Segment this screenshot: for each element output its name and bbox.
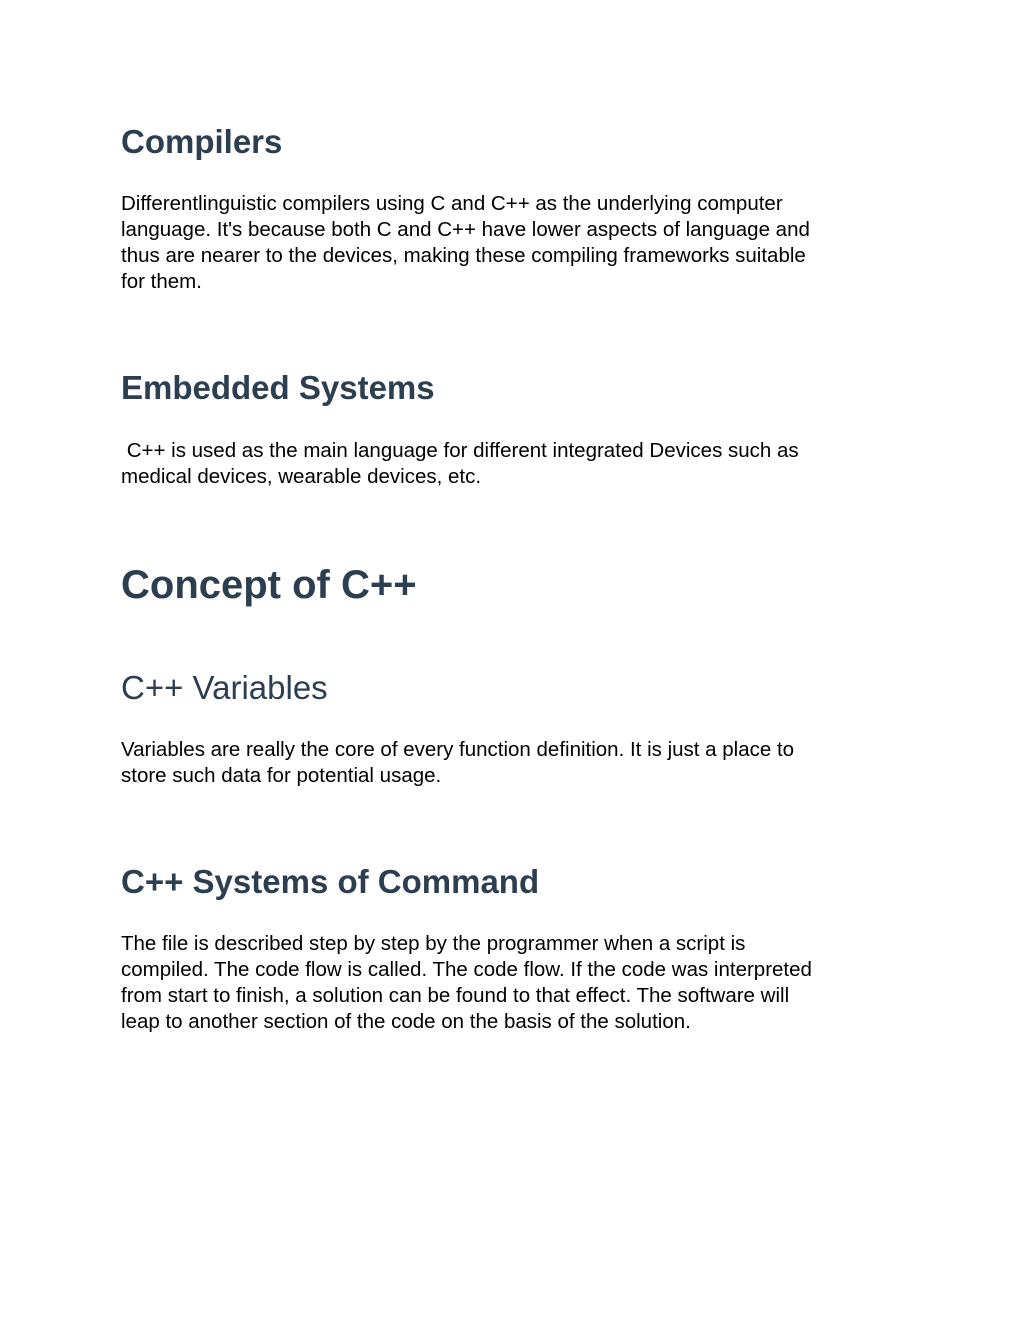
text-line: The file is described step by step by the programmer when a script is [121,932,746,955]
text-line: Differentlinguistic compilers using C and C++ as the underlying computer [121,192,783,215]
text-line: from start to finish, a solution can be found to that effect. The software will [121,984,790,1007]
heading-embedded-systems: Embedded Systems [121,369,435,406]
heading-cpp-variables: C++ Variables [121,669,328,706]
text-line: Variables are really the core of every function definition. It is just a place to [121,738,795,761]
text-line: compiled. The code flow is called. The code flow. If the code was interpreted [121,958,812,981]
heading-compilers: Compilers [121,123,283,160]
paragraph-cpp-systems-of-command [121,931,901,1035]
text-line: C++ is used as the main language for different integrated Devices such as [121,439,799,462]
text-line: language. It's because both C and C++ have lower aspects of language and [121,218,810,241]
paragraph-cpp-variables [121,737,901,789]
paragraph-embedded-systems [121,438,901,490]
paragraph-compilers [121,191,901,295]
text-line: thus are nearer to the devices, making these compiling frameworks suitable [121,244,806,267]
text-line: leap to another section of the code on the basis of the solution. [121,1010,691,1033]
text-line: store such data for potential usage. [121,764,442,787]
text-line: medical devices, wearable devices, etc. [121,465,482,488]
heading-cpp-systems-of-command: C++ Systems of Command [121,863,540,900]
heading-concept-of-cpp: Concept of C++ [121,563,417,607]
text-line: for them. [121,270,202,293]
